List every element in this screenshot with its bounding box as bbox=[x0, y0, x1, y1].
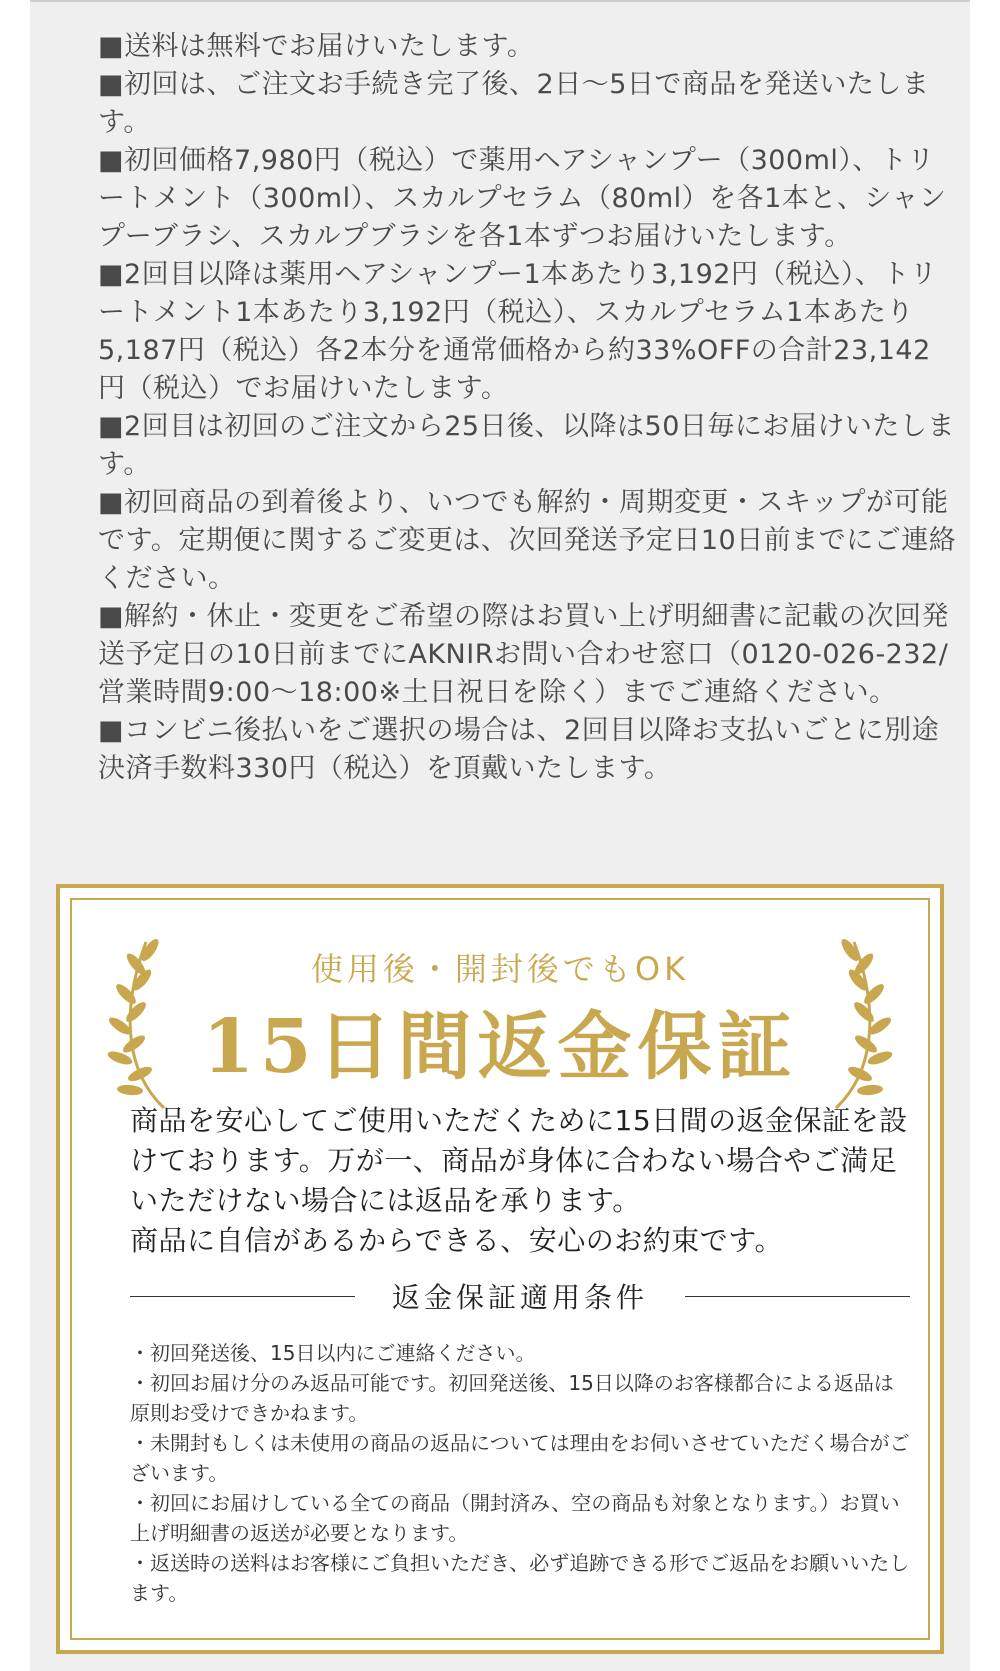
note-item: ■送料は無料でお届けいたします。 bbox=[98, 31, 535, 62]
condition-item: ・初回にお届けしている全ての商品（開封済み、空の商品も対象となります。）お買い上げ明細書の返送が必要となります。 bbox=[130, 1491, 900, 1545]
conditions-heading bbox=[130, 1276, 910, 1316]
content-panel bbox=[30, 0, 970, 1671]
note-item: ■初回商品の到着後より、いつでも解約・周期変更・スキップが可能です。定期便に関するご変更は、次回発送予定日10日前までにご連絡ください。 bbox=[98, 487, 957, 594]
top-divider bbox=[30, 0, 970, 2]
heading-rule-right bbox=[685, 1296, 910, 1297]
description-paragraph: 商品に自信があるからできる、安心のお約束です。 bbox=[130, 1224, 783, 1257]
conditions-title: 返金保証適用条件 bbox=[391, 1281, 648, 1314]
guarantee-title: 15日間返金保証 bbox=[202, 1004, 798, 1090]
note-item: ■2回目は初回のご注文から25日後、以降は50日毎にお届けいたします。 bbox=[98, 411, 955, 480]
condition-item: ・初回お届け分のみ返品可能です。初回発送後、15日以降のお客様都合による返品は原則お受けできかねます。 bbox=[130, 1371, 894, 1425]
note-item: ■2回目以降は薬用ヘアシャンプー1本あたり3,192円（税込）、トリートメント1本あたり3,192円（税込）、スカルプセラム1本あたり5,187円（税込）各2本分を通常価格から約33%OFFの合計23,142円（税込）でお届けいたします。 bbox=[98, 259, 938, 404]
guarantee-subtitle: 使用後・開封後でもOK bbox=[310, 950, 690, 988]
guarantee-description bbox=[130, 1101, 910, 1261]
condition-item: ・未開封もしくは未使用の商品の返品については理由をお伺いさせていただく場合がございます。 bbox=[130, 1431, 910, 1485]
note-item: ■コンビニ後払いをご選択の場合は、2回目以降お支払いごとに別途決済手数料330円（税込）を頂戴いたします。 bbox=[98, 715, 940, 784]
note-item: ■初回価格7,980円（税込）で薬用ヘアシャンプー（300ml）、トリートメント（300ml）、スカルプセラム（80ml）を各1本と、シャンプーブラシ、スカルプブラシを各1本ずつお届けいたします。 bbox=[98, 145, 947, 252]
condition-item: ・初回発送後、15日以内にご連絡ください。 bbox=[130, 1341, 536, 1365]
note-item: ■解約・休止・変更をご希望の際はお買い上げ明細書に記載の次回発送予定日の10日前までにAKNIRお問い合わせ窓口（0120-026-232/営業時間9:00〜18:00※土日祝日を除く）までご連絡ください。 bbox=[98, 601, 950, 708]
condition-item: ・返送時の送料はお客様にご負担いただき、必ず追跡できる形でご返品をお願いいたします。 bbox=[130, 1551, 910, 1605]
description-paragraph: 商品を安心してご使用いただくために15日間の返金保証を設けております。万が一、商品が身体に合わない場合やご満足いただけない場合には返品を承ります。 bbox=[130, 1104, 908, 1217]
subscription-notes bbox=[98, 28, 958, 788]
refund-guarantee-box bbox=[56, 884, 944, 1654]
conditions-list bbox=[130, 1338, 910, 1608]
note-item: ■初回は、ご注文お手続き完了後、2日〜5日で商品を発送いたします。 bbox=[98, 69, 930, 138]
